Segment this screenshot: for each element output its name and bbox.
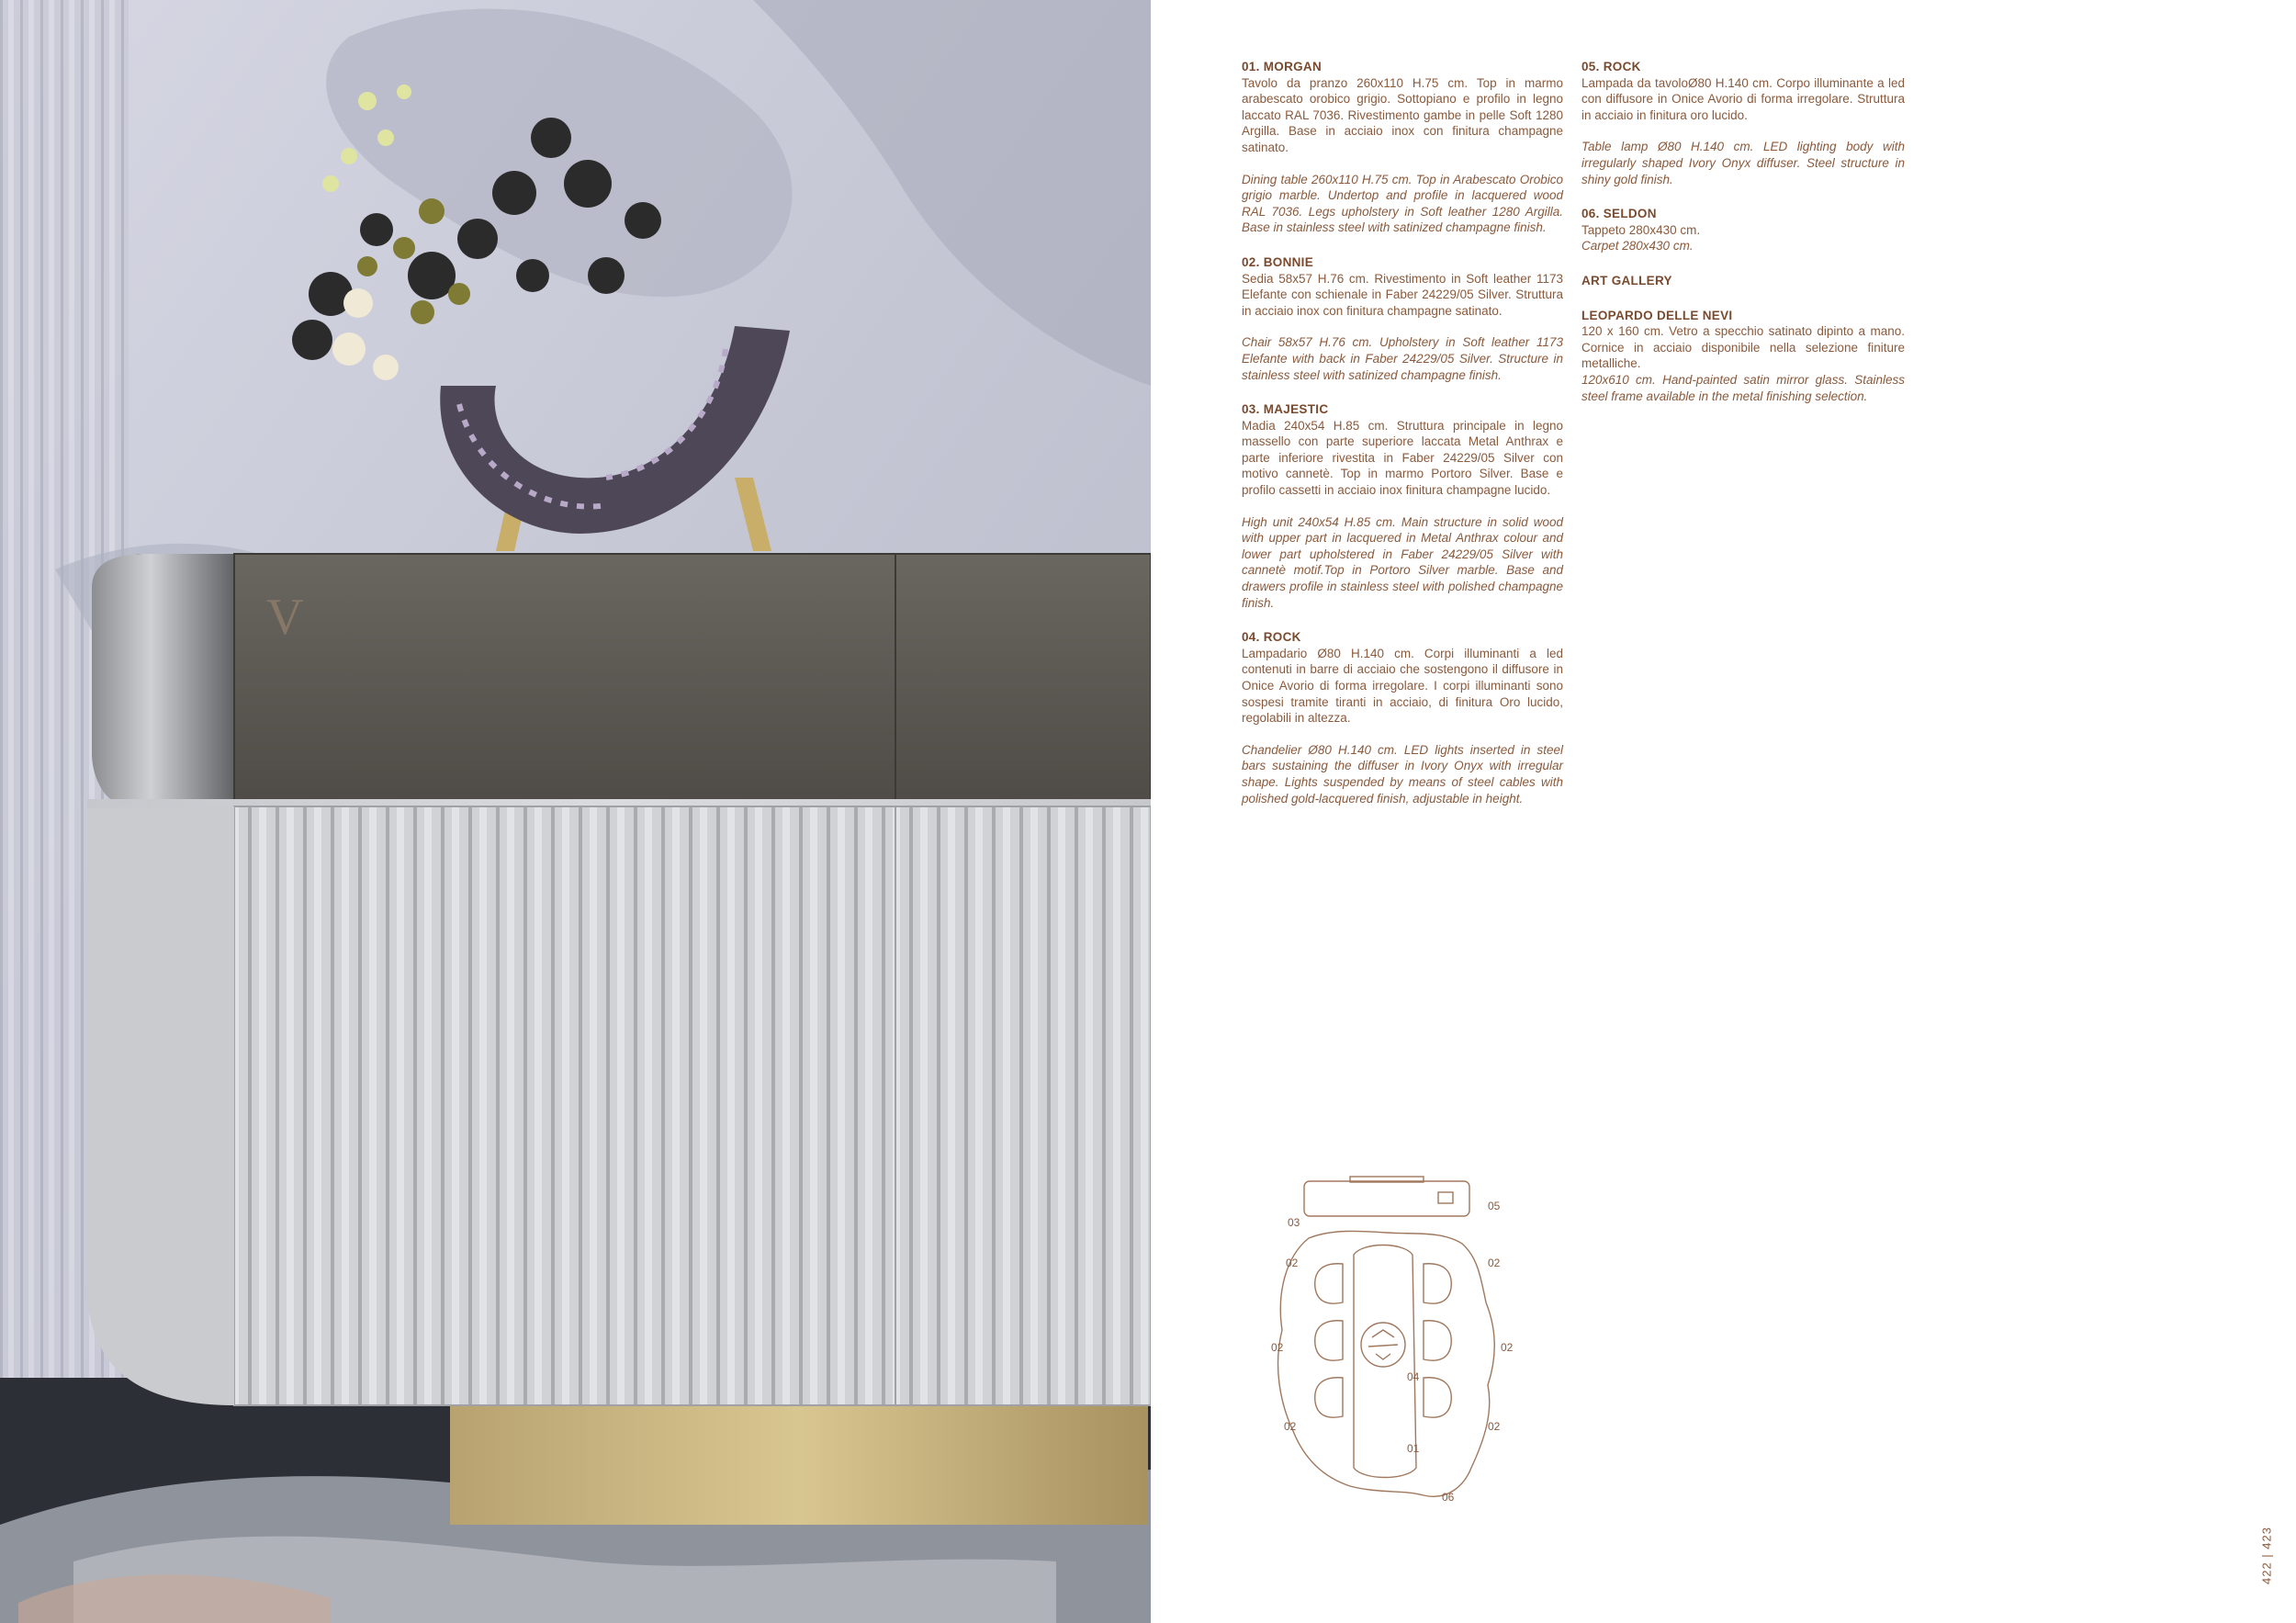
plan-label-01: 01 (1407, 1442, 1420, 1455)
entry-english-text: Chair 58x57 H.76 cm. Upholstery in Soft leather 1173 Elefante with back in Faber 24229/05 Silver. Structure in stainless steel with satinized champagne finish. (1242, 335, 1563, 382)
plan-label-05: 05 (1488, 1200, 1501, 1212)
chair-left-2 (1315, 1321, 1343, 1360)
plan-label-02: 02 (1286, 1257, 1299, 1269)
entry-italian-text: Lampadario Ø80 H.140 cm. Corpi illuminanti a led contenuti in barre di acciaio che sostengono il diffusore in Onice Avorio di forma irregolare. I corpi illuminanti sono sospesi tramite tiranti in acciaio, di finitura Oro lucido, regolabili in altezza. (1242, 646, 1563, 726)
entry-heading: 01. MORGAN (1242, 60, 1322, 73)
entry-heading: 06. SELDON (1581, 207, 1657, 221)
entry-italian-text: Lampada da tavoloØ80 H.140 cm. Corpo illuminante a led con diffusore in Onice Avorio di forma irregolare. Struttura in acciaio in finitura oro lucido. (1581, 75, 1905, 122)
text-column-left (1242, 59, 1563, 825)
entry-bonnie (1242, 254, 1563, 383)
entry-english-text: High unit 240x54 H.85 cm. Main structure in solid wood with upper part in lacquered in Metal Anthrax colour and lower part upholstered in Faber 24229/05 Silver with cannetè motif.Top in Portoro Silver marble. Base and drawers profile in stainless steel with polished champagne finish. (1242, 514, 1563, 610)
entry-english-text: Chandelier Ø80 H.140 cm. LED lights inserted in steel bars sustaining the diffuser in Ivory Onyx with irregular shape. Lights suspended by means of steel cables with polished gold-lacquered finish, adjustable in height. (1242, 742, 1563, 806)
floor-plan (1267, 1174, 1525, 1514)
sideboard-outline (1304, 1181, 1469, 1216)
svg-text:V: V (266, 589, 304, 646)
plan-label-04: 04 (1407, 1370, 1420, 1383)
chair-right-1 (1424, 1264, 1451, 1303)
entry-majestic (1242, 401, 1563, 611)
chair-left-1 (1315, 1264, 1343, 1303)
page-number (2257, 1525, 2276, 1589)
entry-english-text: Dining table 260x110 H.75 cm. Top in Arabescato Orobico grigio marble. Undertop and profile in lacquered wood RAL 7036. Legs upholstery in Soft leather 1280 Argilla. Base in stainless steel with satinized champagne finish. (1242, 172, 1563, 235)
floor-plan-drawing (1267, 1174, 1525, 1514)
entry-heading: 04. ROCK (1242, 630, 1301, 645)
chair-right-3 (1424, 1378, 1451, 1417)
plan-label-02: 02 (1271, 1341, 1284, 1354)
entry-english-text: 120x610 cm. Hand-painted satin mirror glass. Stainless steel frame available in the metal finishing selection. (1581, 372, 1905, 403)
plan-label-02: 02 (1488, 1257, 1501, 1269)
page-number-text: 422 | 423 (2259, 1527, 2274, 1584)
entry-leopardo (1581, 308, 1905, 405)
entry-italian-text: Tavolo da pranzo 260x110 H.75 cm. Top in marmo arabescato orobico grigio. Sottopiano e profilo in legno laccato RAL 7036. Rivestimento gambe in pelle Soft 1280 Argilla. Base in acciaio inox con finitura champagne satinato. (1242, 75, 1563, 154)
entry-heading: LEOPARDO DELLE NEVI (1581, 308, 1733, 322)
entry-italian-text: Tappeto 280x430 cm. (1581, 222, 1701, 237)
chandelier-detail (1368, 1330, 1398, 1359)
table-lamp-outline (1438, 1192, 1453, 1203)
entry-italian-text: 120 x 160 cm. Vetro a specchio satinato dipinto a mano. Cornice in acciaio disponibile nella selezione finiture metalliche. (1581, 324, 1905, 371)
entry-seldon (1581, 206, 1905, 254)
chair-right-2 (1424, 1321, 1451, 1360)
rug-outline (1278, 1231, 1495, 1496)
entry-english-text: Carpet 280x430 cm. (1581, 239, 1694, 254)
plan-label-06: 06 (1442, 1491, 1455, 1504)
entry-heading: 02. BONNIE (1242, 254, 1314, 269)
entry-rock-lamp (1581, 59, 1905, 187)
entry-heading: 03. MAJESTIC (1242, 402, 1329, 417)
entry-morgan (1242, 59, 1563, 236)
entry-italian-text: Sedia 58x57 H.76 cm. Rivestimento in Soft leather 1173 Elefante con schienale in Faber 24229/05 Silver. Struttura in acciaio inox con finitura champagne satinato. (1242, 271, 1563, 318)
chair-left-3 (1315, 1378, 1343, 1417)
entry-heading: 05. ROCK (1581, 60, 1641, 73)
section-heading: ART GALLERY (1581, 273, 1672, 287)
plan-label-02: 02 (1284, 1420, 1297, 1433)
text-column-right (1581, 59, 1905, 423)
plan-label-02: 02 (1488, 1420, 1501, 1433)
plan-label-02: 02 (1501, 1341, 1514, 1354)
entry-english-text: Table lamp Ø80 H.140 cm. LED lighting body with irregularly shaped Ivory Onyx diffuser. Steel structure in shiny gold finish. (1581, 140, 1905, 186)
entry-italian-text: Madia 240x54 H.85 cm. Struttura principale in legno massello con parte superiore laccata Metal Anthrax e parte inferiore rivestita in Faber 24229/05 Silver con motivo cannetè. Top in marmo Portoro Silver. Base e profilo cassetti in acciaio inox finitura champagne lucido. (1242, 418, 1563, 498)
section-art-gallery (1581, 273, 1905, 289)
entry-rock-chandelier (1242, 629, 1563, 806)
plan-label-03: 03 (1288, 1216, 1300, 1229)
